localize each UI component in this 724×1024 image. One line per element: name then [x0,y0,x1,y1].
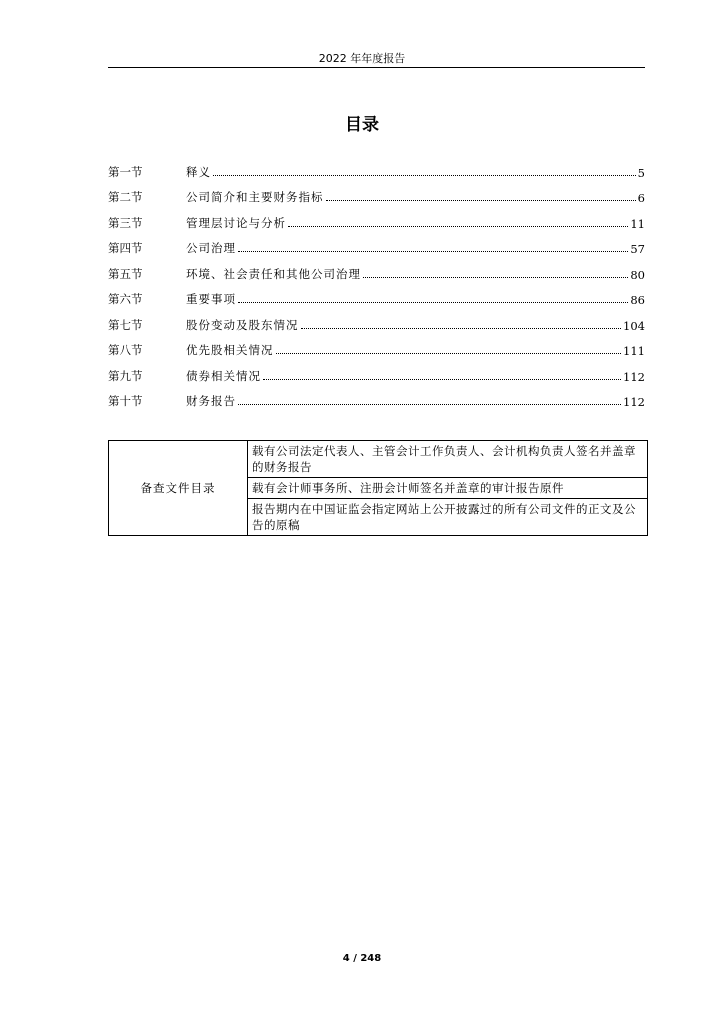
toc-entry[interactable] [108,307,645,333]
toc-leader-dots [238,404,621,405]
toc-section-title: 股份变动及股东情况 [186,317,299,332]
toc-section-number: 第一节 [108,164,143,179]
table-row [109,441,648,478]
reference-documents-label: 备查文件目录 [109,441,248,536]
toc-section-number: 第二节 [108,190,143,204]
toc-leader-dots [326,200,636,201]
toc-section-number: 第十节 [108,394,143,408]
toc-leader-dots [238,302,628,303]
toc-leader-dots [263,379,621,380]
toc-entry[interactable] [108,256,645,282]
toc-entry[interactable] [108,358,645,384]
toc-leader-dots [238,251,628,252]
reference-document-item: 载有公司法定代表人、主管会计工作负责人、会计机构负责人签名并盖章的财务报告 [248,441,648,478]
reference-document-item: 报告期内在中国证监会指定网站上公开披露过的所有公司文件的正文及公告的原稿 [248,499,648,536]
toc-leader-dots [363,277,628,278]
toc-section-number: 第五节 [108,266,143,281]
toc-section-title: 公司治理 [186,241,236,255]
toc-section-title: 财务报告 [186,394,236,408]
header-divider [108,67,645,68]
toc-section-title: 债券相关情况 [186,368,261,383]
toc-section-number: 第四节 [108,241,143,255]
toc-section-title: 释义 [186,164,211,179]
toc-section-title: 重要事项 [186,292,236,306]
toc-page-number: 112 [623,395,645,409]
toc-page-number: 6 [637,191,645,205]
toc-page-number: 80 [630,267,645,282]
reference-documents-table [108,440,648,536]
toc-page-number: 57 [630,242,645,256]
toc-page-number: 11 [630,216,645,231]
toc-leader-dots [301,328,622,329]
toc-entry[interactable] [108,231,645,257]
toc-section-number: 第六节 [108,292,143,306]
page-title: 目录 [345,115,379,135]
toc-section-number: 第七节 [108,317,143,332]
toc-entry[interactable] [108,205,645,231]
toc-section-title: 优先股相关情况 [186,343,274,357]
toc-entry[interactable] [108,282,645,308]
page-number: 4 / 248 [342,953,382,964]
header-title: 2022 年年度报告 [318,52,406,65]
toc-section-title: 公司简介和主要财务指标 [186,190,324,204]
toc-leader-dots [276,353,622,354]
toc-leader-dots [288,226,628,227]
toc-section-number: 第八节 [108,343,143,357]
toc-page-number: 5 [637,165,645,180]
reference-document-item: 载有会计师事务所、注册会计师签名并盖章的审计报告原件 [248,478,648,499]
toc-page-number: 104 [623,318,645,333]
toc-page-number: 86 [630,293,645,307]
toc-entry[interactable] [108,154,645,180]
toc-section-title: 管理层讨论与分析 [186,215,286,230]
table-of-contents [108,154,645,409]
toc-section-number: 第九节 [108,368,143,383]
toc-leader-dots [213,175,636,176]
toc-section-number: 第三节 [108,215,143,230]
toc-section-title: 环境、社会责任和其他公司治理 [186,266,361,281]
toc-entry[interactable] [108,384,645,410]
toc-page-number: 112 [623,369,645,384]
toc-page-number: 111 [623,344,645,358]
toc-entry[interactable] [108,180,645,206]
toc-entry[interactable] [108,333,645,359]
